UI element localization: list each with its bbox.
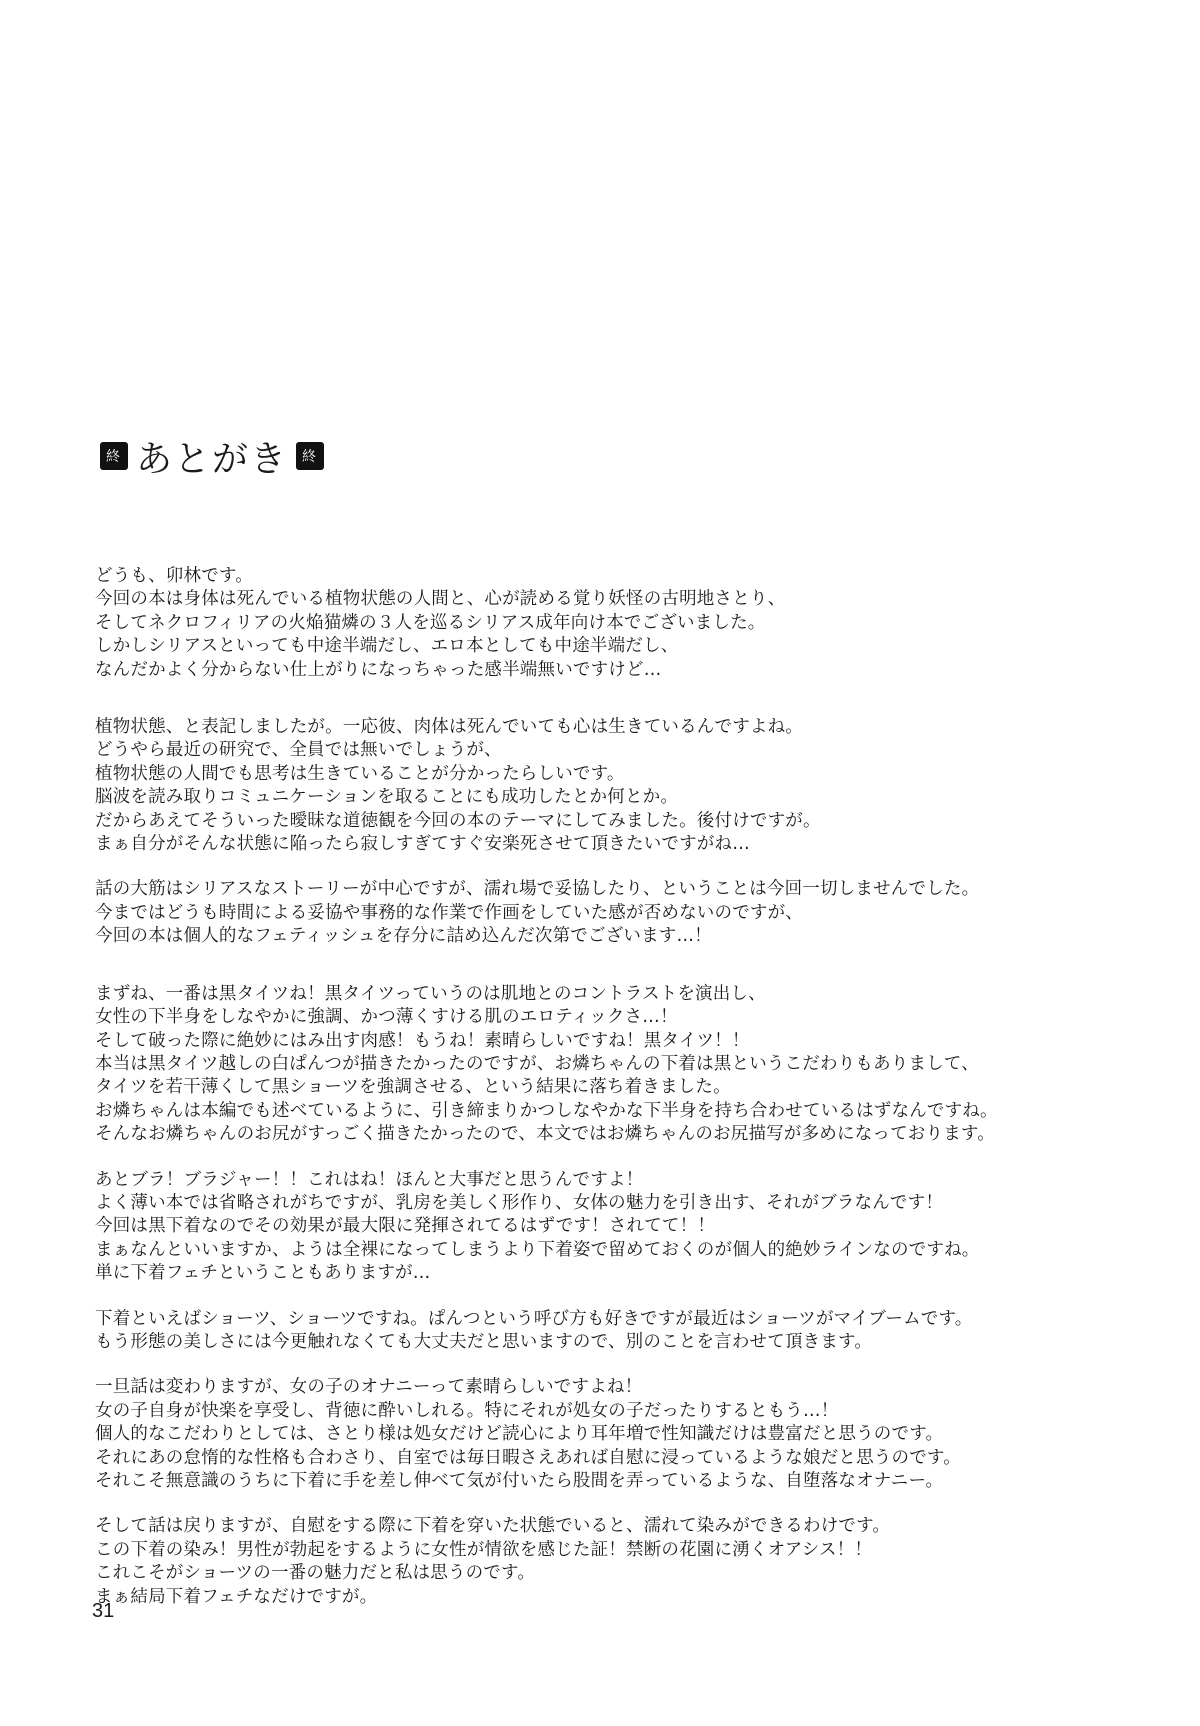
- text-line: 今まではどうも時間による妥協や事務的な作業で作画をしていた感が否めないのですが、: [95, 902, 803, 923]
- text-line: 女の子自身が快楽を享受し、背徳に酔いしれる。特にそれが処女の子だったりするともう…！: [95, 1400, 839, 1421]
- page-number: 31: [92, 1600, 115, 1622]
- text-line: 下着といえばショーツ、ショーツですね。ぱんつという呼び方も好きですが最近はショーツがマイブームです。: [95, 1308, 973, 1329]
- text-line: これこそがショーツの一番の魅力だと私は思うのです。: [95, 1563, 536, 1584]
- paragraph-3: [95, 878, 1180, 948]
- text-line: 植物状態の人間でも思考は生きていることが分かったらしいです。: [95, 763, 625, 784]
- text-line: 植物状態、と表記しましたが。一応彼、肉体は死んでいても心は生きているんですよね。: [95, 717, 803, 738]
- text-line: そして破った際に絶妙にはみ出す肉感！もうね！素晴らしいですね！黒タイツ！！: [95, 1030, 750, 1051]
- text-line: 女性の下半身をしなやかに強調、かつ薄くすける肌のエロティックさ…！: [95, 1007, 678, 1028]
- text-line: 今回の本は個人的なフェティッシュを存分に詰め込んだ次第でございます…！: [95, 926, 712, 947]
- text-line: そんなお燐ちゃんのお尻がすっごく描きたかったので、本文ではお燐ちゃんのお尻描写が多めになっております。: [95, 1124, 995, 1145]
- text-line: どうやら最近の研究で、全員では無いでしょうが、: [95, 740, 502, 761]
- text-line: まずね、一番は黒タイツね！黒タイツっていうのは肌地とのコントラストを演出し、: [95, 983, 766, 1004]
- text-line: それこそ無意識のうちに下着に手を差し伸べて気が付いたら股間を弄っているような、自堕落なオナニー。: [95, 1471, 944, 1491]
- paragraph-8: [95, 1515, 1180, 1609]
- text-line: 今回は黒下着なのでその効果が最大限に発揮されてるはずです！されてて！！: [95, 1216, 716, 1237]
- paragraph-1: [95, 565, 1180, 682]
- text-line: 今回の本は身体は死んでいる植物状態の人間と、心が読める覚り妖怪の古明地さとり、: [95, 589, 786, 610]
- text-line: まぁ自分がそんな状態に陥ったら寂しすぎてすぐ安楽死させて頂きたいですがね…: [95, 834, 750, 855]
- text-line: よく薄い本では省略されがちですが、乳房を美しく形作り、女体の魅力を引き出す、それがブラなんです！: [95, 1192, 944, 1213]
- text-line: タイツを若干薄くして黒ショーツを強調させる、という結果に落ち着きました。: [95, 1077, 731, 1098]
- text-line: そして話は戻りますが、自慰をする際に下着を穿いた状態でいると、濡れて染みができるわけです。: [95, 1516, 891, 1537]
- text-line: お燐ちゃんは本編でも述べているように、引き締まりかつしなやかな下半身を持ち合わせているはずなんですね。: [95, 1100, 998, 1121]
- text-line: まぁなんといいますか、ようは全裸になってしまうより下着姿で留めておくのが個人的絶妙ラインなのですね。: [95, 1239, 980, 1260]
- text-line: 脳波を読み取りコミュニケーションを取ることにも成功したとか何とか。: [95, 787, 679, 808]
- heading-mark-left-icon: 終: [100, 442, 128, 470]
- text-line: 本当は黒タイツ越しの白ぱんつが描きたかったのですが、お燐ちゃんの下着は黒というこだわりもありまして、: [95, 1053, 979, 1074]
- text-line: もう形態の美しさには今更触れなくても大丈夫だと思いますので、別のことを言わせて頂きます。: [95, 1331, 873, 1352]
- text-line: なんだかよく分からない仕上がりになっちゃった感半端無いですけど…: [95, 659, 662, 680]
- text-line: どうも、卯林です。: [95, 566, 253, 586]
- text-line: 単に下着フェチということもありますが…: [95, 1263, 431, 1284]
- heading-mark-right-icon: 終: [296, 442, 324, 470]
- text-line: この下着の染み！男性が勃起をするように女性が情欲を感じた証！禁断の花園に湧くオアシス！！: [95, 1539, 873, 1560]
- text-line: 話の大筋はシリアスなストーリーが中心ですが、濡れ場で妥協したり、ということは今回一切しませんでした。: [95, 879, 980, 900]
- paragraph-4: [95, 983, 1180, 1147]
- paragraph-2: [95, 716, 1180, 856]
- paragraph-6: [95, 1308, 1180, 1355]
- text-line: あとブラ！ブラジャー！！これはね！ほんと大事だと思うんですよ！: [95, 1169, 644, 1190]
- text-line: そしてネクロフィリアの火焔猫燐の３人を巡るシリアス成年向け本でございました。: [95, 612, 766, 633]
- text-line: 一旦話は変わりますが、女の子のオナニーって素晴らしいですよね！: [95, 1377, 643, 1398]
- text-line: しかしシリアスといっても中途半端だし、エロ本としても中途半端だし、: [95, 636, 679, 657]
- text-line: まぁ結局下着フェチなだけですが。: [95, 1586, 378, 1607]
- afterword-body: [95, 565, 1180, 1609]
- text-line: それにあの怠惰的な性格も合わさり、自室では毎日暇さえあれば自慰に浸っているような娘だと思うのです。: [95, 1447, 961, 1468]
- text-line: だからあえてそういった曖昧な道徳観を今回の本のテーマにしてみました。後付けですが。: [95, 810, 821, 831]
- text-line: 個人的なこだわりとしては、さとり様は処女だけど読心により耳年増で性知識だけは豊富だと思うのです。: [95, 1424, 944, 1445]
- paragraph-7: [95, 1376, 1180, 1493]
- afterword-heading: [100, 430, 324, 482]
- paragraph-5: [95, 1169, 1180, 1286]
- heading-title: あとがき: [136, 438, 289, 480]
